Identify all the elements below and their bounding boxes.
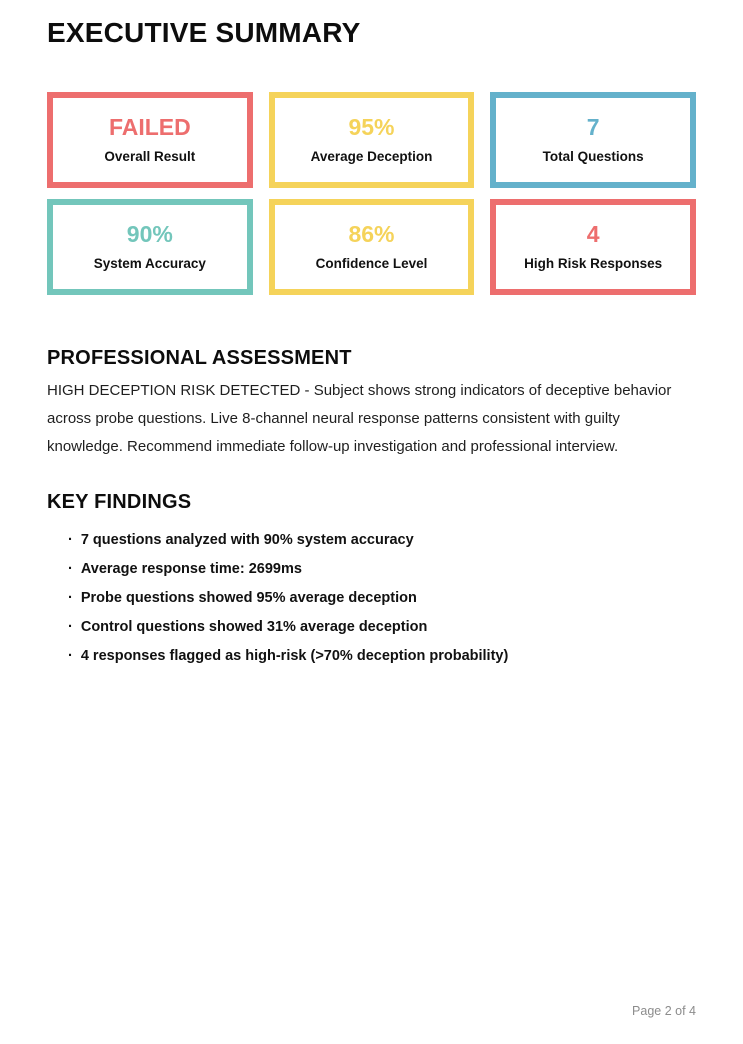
finding-text: Probe questions showed 95% average deception xyxy=(80,589,417,606)
summary-card-confidence-level xyxy=(269,199,475,295)
section-heading-key-findings: KEY FINDINGS xyxy=(47,490,192,513)
bullet-icon: · xyxy=(68,560,73,577)
card-label: Confidence Level xyxy=(315,256,428,272)
finding-text: 4 responses flagged as high-risk (>70% deception probability) xyxy=(80,647,509,664)
bullet-icon: · xyxy=(68,531,73,548)
summary-card-system-accuracy xyxy=(47,199,253,295)
card-value: 4 xyxy=(586,221,600,248)
card-label: System Accuracy xyxy=(93,256,206,272)
summary-card-total-questions xyxy=(490,92,696,188)
finding-item xyxy=(68,591,696,606)
summary-cards-grid xyxy=(47,92,696,295)
bullet-icon: · xyxy=(68,618,73,635)
section-heading-professional-assessment: PROFESSIONAL ASSESSMENT xyxy=(47,346,352,369)
card-label: High Risk Responses xyxy=(524,256,663,272)
assessment-body-text: HIGH DECEPTION RISK DETECTED - Subject shows strong indicators of deceptive behavior across probe questions. Live 8-channel neural response patterns consistent with guilty knowledge. Recommend immediate follow-up investigation and professional interview. xyxy=(47,381,672,455)
card-value: 95% xyxy=(348,114,395,141)
finding-item xyxy=(68,562,696,577)
page-number: Page 2 of 4 xyxy=(632,1003,696,1018)
card-label: Total Questions xyxy=(542,149,644,165)
finding-text: 7 questions analyzed with 90% system accuracy xyxy=(80,531,414,548)
card-value: 86% xyxy=(348,221,395,248)
summary-card-overall-result xyxy=(47,92,253,188)
bullet-icon: · xyxy=(68,589,73,606)
finding-text: Average response time: 2699ms xyxy=(80,560,302,577)
card-value: FAILED xyxy=(108,114,191,141)
finding-item xyxy=(68,533,696,548)
finding-text: Control questions showed 31% average deception xyxy=(80,618,428,635)
card-value: 7 xyxy=(586,114,600,141)
page-title: EXECUTIVE SUMMARY xyxy=(47,17,361,48)
findings-list xyxy=(47,533,696,664)
finding-item xyxy=(68,620,696,635)
card-value: 90% xyxy=(126,221,173,248)
card-label: Overall Result xyxy=(104,149,196,165)
card-label: Average Deception xyxy=(310,149,433,165)
bullet-icon: · xyxy=(68,647,73,664)
summary-card-high-risk-responses xyxy=(490,199,696,295)
finding-item xyxy=(68,649,696,664)
summary-card-average-deception xyxy=(269,92,475,188)
